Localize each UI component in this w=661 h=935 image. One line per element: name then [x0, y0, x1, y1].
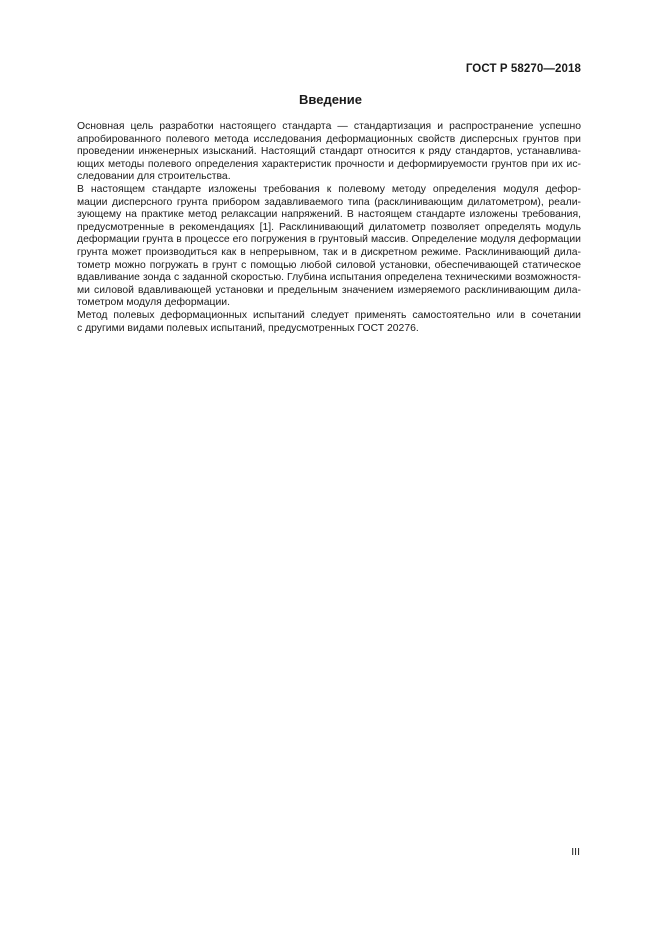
text-line: мации дисперсного грунта прибором задавливаемого типа (расклинивающим дилатометром), реали-: [77, 196, 581, 208]
text-line: проведении инженерных изысканий. Настоящий стандарт относится к ряду стандартов, устанавлива-: [77, 146, 581, 158]
text-line: Метод полевых деформационных испытаний следует применять самостоятельно или в сочетании: [77, 309, 581, 321]
text-line: тометром модуля деформации.: [77, 297, 230, 309]
body-text: [77, 121, 581, 335]
text-line: деформации грунта в процессе его погружения в грунтовый массив. Определение модуля деформации: [77, 234, 581, 246]
text-line: апробированного полевого метода исследования деформационных свойств дисперсных грунтов при: [77, 133, 581, 145]
text-line: следовании для строительства.: [77, 171, 231, 183]
text-line: Основная цель разработки настоящего стандарта — стандартизация и распространение успешно: [77, 121, 581, 132]
document-code: ГОСТ Р 58270—2018: [465, 63, 581, 75]
paragraph-3: [77, 310, 581, 335]
text-line: В настоящем стандарте изложены требования к полевому методу определения модуля дефор-: [77, 183, 581, 195]
text-line: зующему на практике метод релаксации напряжений. В настоящем стандарте изложены требования,: [77, 209, 581, 221]
text-line: с другими видами полевых испытаний, предусмотренных ГОСТ 20276.: [77, 322, 419, 334]
page-number: III: [571, 846, 580, 858]
text-line: предусмотренные в рекомендациях [1]. Расклинивающий дилатометр позволяет определять модуль: [77, 221, 581, 233]
text-line: ми силовой вдавливающей установки и предельным значением измеряемого расклинивающим дила-: [77, 284, 581, 296]
text-line: ющих методы полевого определения характеристик прочности и деформируемости грунтов при их ис-: [77, 158, 581, 170]
text-line: грунта может производиться как в непрерывном, так и в дискретном режиме. Расклинивающий дила-: [77, 246, 581, 258]
paragraph-1: [77, 121, 581, 184]
section-title: Введение: [299, 92, 362, 107]
text-line: вдавливание зонда с заданной скоростью. Глубина испытания определена техническими возможностя-: [77, 272, 581, 284]
text-line: тометр можно погружать в грунт с помощью любой силовой установки, обеспечивающей статическое: [77, 259, 581, 271]
paragraph-2: [77, 184, 581, 310]
